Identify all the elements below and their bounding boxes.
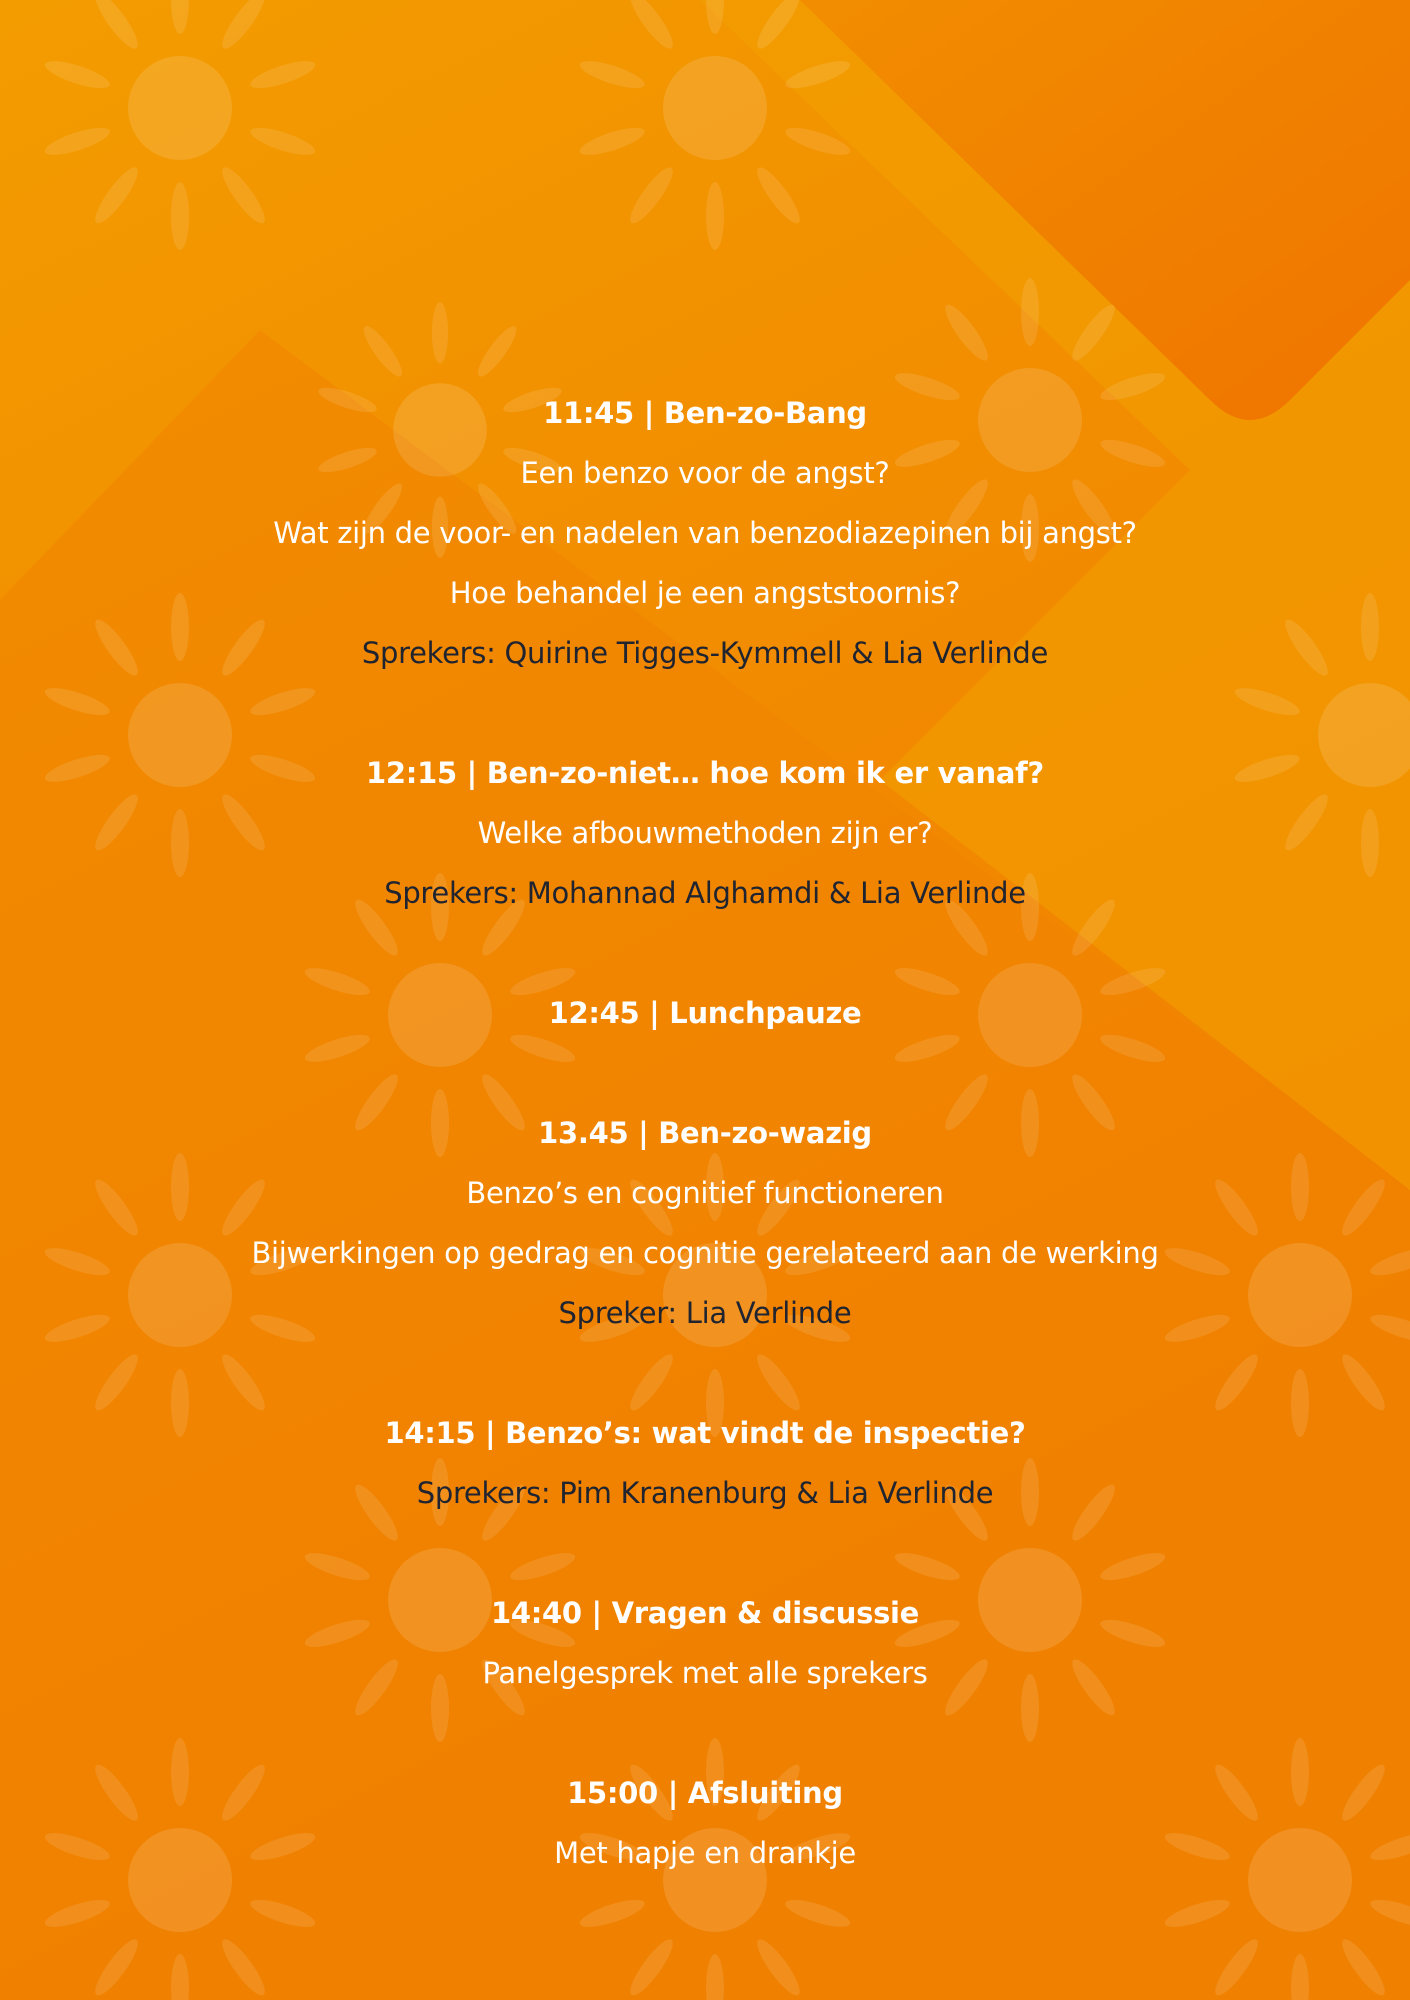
session-description: Wat zijn de voor- en nadelen van benzodiazepinen bij angst? xyxy=(273,516,1137,550)
spacer xyxy=(0,683,1410,743)
session-speakers: Sprekers: Quirine Tigges-Kymmell & Lia Verlinde xyxy=(361,636,1049,670)
session-inspectie xyxy=(0,1403,1410,1523)
session-heading: 12:15 | Ben-zo-niet… hoe kom ik er vanaf? xyxy=(366,756,1044,790)
session-description: Bijwerkingen op gedrag en cognitie gerelateerd aan de werking xyxy=(251,1236,1159,1270)
spacer xyxy=(0,1343,1410,1403)
session-ben-zo-bang xyxy=(0,383,1410,683)
session-description: Benzo’s en cognitief functioneren xyxy=(466,1176,944,1210)
session-lunchpauze xyxy=(0,983,1410,1043)
session-speakers: Spreker: Lia Verlinde xyxy=(558,1296,852,1330)
session-ben-zo-niet xyxy=(0,743,1410,923)
session-heading: 15:00 | Afsluiting xyxy=(567,1776,843,1810)
spacer xyxy=(0,923,1410,983)
spacer xyxy=(0,1703,1410,1763)
session-vragen-discussie xyxy=(0,1583,1410,1703)
session-speakers: Sprekers: Mohannad Alghamdi & Lia Verlinde xyxy=(384,876,1026,910)
session-description: Welke afbouwmethoden zijn er? xyxy=(477,816,933,850)
spacer xyxy=(0,1043,1410,1103)
session-heading: 11:45 | Ben-zo-Bang xyxy=(543,396,867,430)
program-schedule xyxy=(0,383,1410,1883)
session-speakers: Sprekers: Pim Kranenburg & Lia Verlinde xyxy=(416,1476,994,1510)
session-heading: 14:40 | Vragen & discussie xyxy=(490,1596,920,1630)
session-heading: 12:45 | Lunchpauze xyxy=(548,996,862,1030)
session-heading: 13.45 | Ben-zo-wazig xyxy=(538,1116,872,1150)
session-description: Met hapje en drankje xyxy=(554,1836,856,1870)
spacer xyxy=(0,1523,1410,1583)
session-description: Hoe behandel je een angststoornis? xyxy=(449,576,961,610)
session-description: Panelgesprek met alle sprekers xyxy=(482,1656,928,1690)
session-heading: 14:15 | Benzo’s: wat vindt de inspectie? xyxy=(384,1416,1026,1450)
session-description: Een benzo voor de angst? xyxy=(520,456,890,490)
session-afsluiting xyxy=(0,1763,1410,1883)
session-ben-zo-wazig xyxy=(0,1103,1410,1343)
